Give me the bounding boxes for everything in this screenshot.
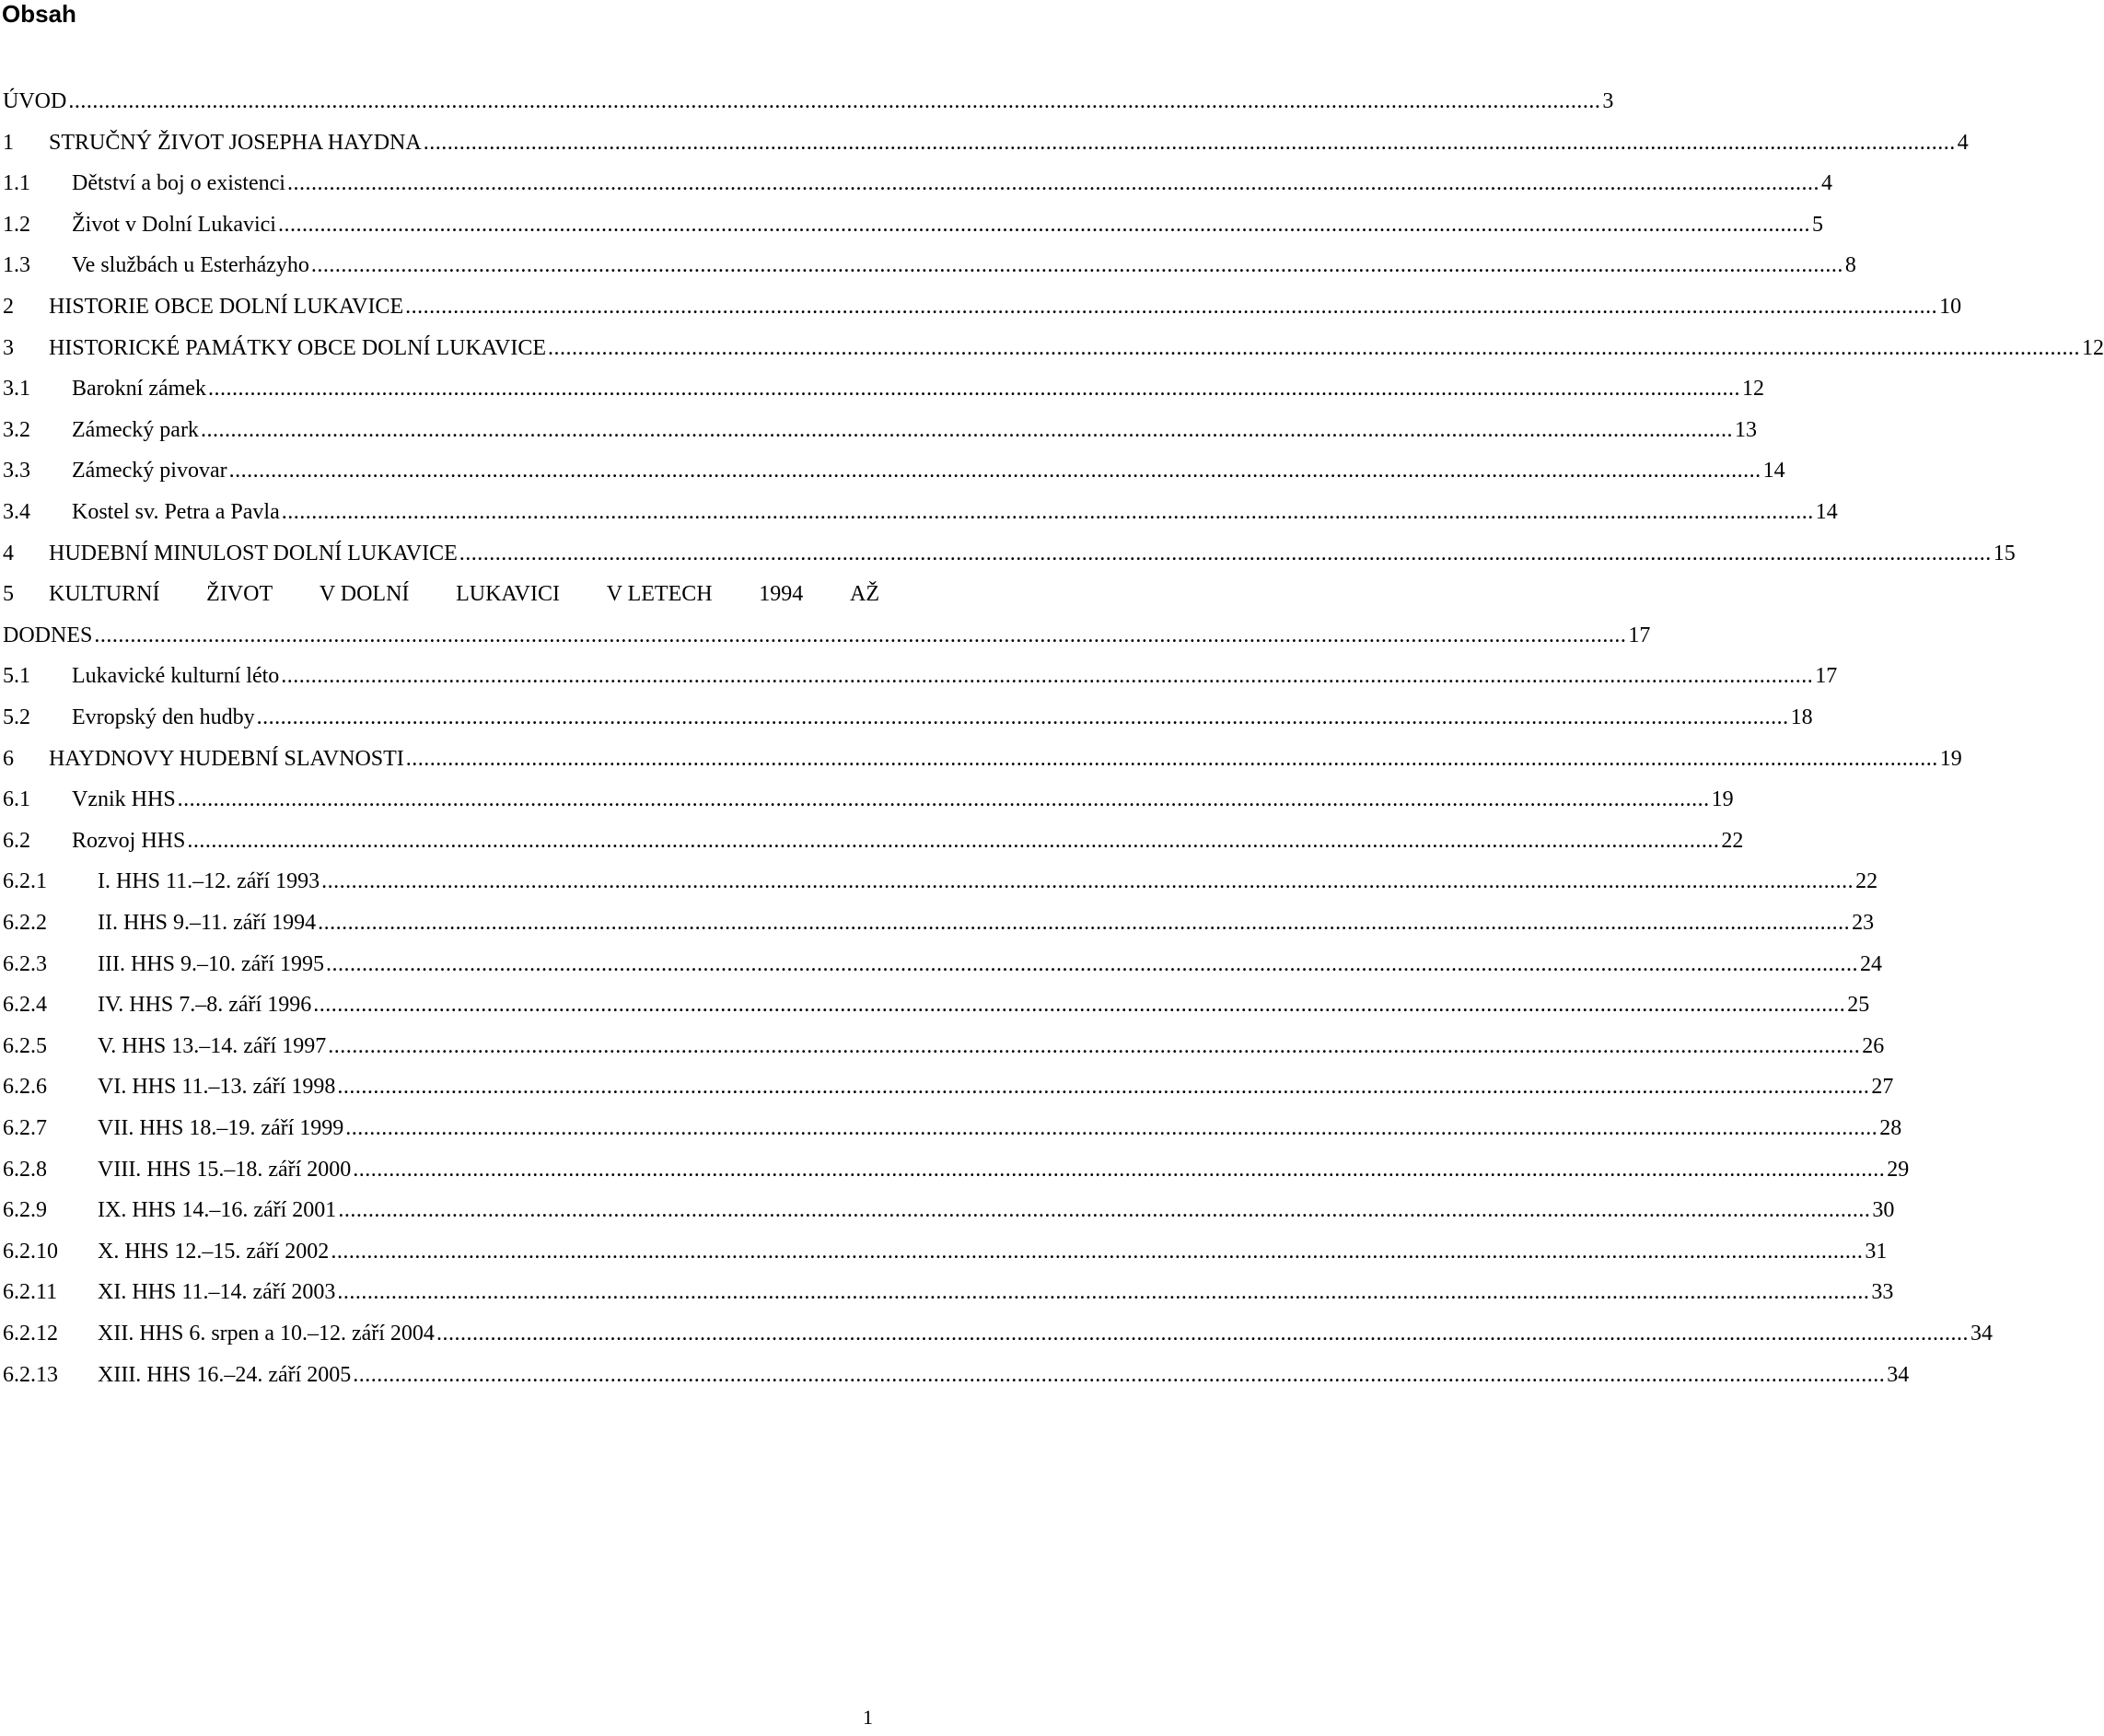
toc-entry-title: Dětství a boj o existenci [72,171,285,196]
toc-dot-leader [351,1157,1887,1183]
toc-entry-page: 17 [1815,664,1838,689]
toc-entry-title: Kostel sv. Petra a Pavla [72,500,280,524]
toc-entry-title: IX. HHS 14.–16. září 2001 [98,1198,337,1223]
toc-entry-page: 19 [1939,746,1962,771]
toc-entry[interactable] [3,1268,1894,1305]
toc-entry-title [49,581,879,607]
toc-entry-number: 5 [3,582,14,607]
toc-dot-leader [422,130,1958,156]
toc-entry[interactable] [3,77,1614,114]
toc-entry[interactable] [3,324,2104,361]
toc-entry-word: V LETECH [606,582,713,607]
page-title: Obsah [2,0,76,28]
toc-entry-title: Vznik HHS [72,787,176,812]
toc-entry-title: VIII. HHS 15.–18. září 2000 [98,1157,352,1182]
toc-entry[interactable] [3,652,1838,689]
toc-entry-title: VI. HHS 11.–13. září 1998 [98,1075,336,1100]
toc-entry-number: 6.2.11 [3,1280,58,1305]
toc-entry-page: 28 [1879,1116,1902,1140]
toc-entry-number: 6.1 [3,787,30,812]
toc-dot-leader [335,1279,1871,1305]
toc-entry-page: 13 [1734,417,1757,442]
toc-dot-leader [403,294,1939,320]
toc-entry-title: IV. HHS 7.–8. září 1996 [98,993,312,1018]
toc-entry-page: 4 [1957,130,1969,155]
toc-entry-page: 14 [1815,500,1838,524]
toc-entry[interactable] [3,365,1764,402]
toc-entry-page: 17 [1628,623,1651,647]
toc-entry[interactable] [3,1063,1894,1100]
toc-dot-leader [279,663,1815,689]
toc-entry-number: 6.2 [3,828,30,853]
toc-entry[interactable] [3,1351,1910,1388]
toc-entry-page: 12 [1741,377,1764,402]
toc-entry-page: 24 [1859,951,1882,976]
toc-entry-title: X. HHS 12.–15. září 2002 [98,1239,330,1264]
toc-dot-leader [320,868,1855,894]
table-of-contents [3,0,2104,1736]
toc-entry-page: 23 [1852,911,1875,935]
toc-entry-number: 6.2.13 [3,1362,58,1387]
toc-entry[interactable] [3,775,1734,812]
toc-entry[interactable] [3,981,1870,1018]
toc-entry[interactable] [3,119,1969,156]
toc-dot-leader [351,1362,1887,1388]
toc-entry-page: 22 [1721,828,1744,853]
toc-entry-word: KULTURNÍ [49,582,160,607]
toc-dot-leader [66,88,1602,114]
toc-entry-word: LUKAVICI [456,582,560,607]
toc-entry-page: 33 [1871,1280,1894,1305]
toc-entry-page: 34 [1970,1322,1993,1346]
toc-entry[interactable] [3,857,1878,894]
toc-entry-page: 14 [1762,459,1785,484]
toc-entry-number: 1.1 [3,171,30,196]
toc-entry[interactable] [3,1186,1895,1223]
toc-dot-leader [309,252,1845,278]
toc-entry[interactable] [3,1104,1902,1141]
toc-entry[interactable] [3,241,1856,278]
toc-entry-word: ŽIVOT [206,582,273,607]
toc-entry-page: 15 [1993,541,2016,565]
toc-entry-title: I. HHS 11.–12. září 1993 [98,869,320,894]
toc-entry-page: 30 [1872,1198,1895,1223]
toc-entry-title: Život v Dolní Lukavici [72,212,276,237]
toc-entry-number: 3.4 [3,500,30,524]
toc-entry-title-continued: DODNES [3,623,93,647]
toc-dot-leader [185,828,1721,854]
toc-entry-number: 6.2.2 [3,911,47,935]
toc-entry-page: 27 [1871,1075,1894,1100]
toc-entry-number: 6.2.6 [3,1075,47,1100]
toc-entry[interactable] [3,817,1744,854]
toc-entry[interactable] [3,1310,1993,1346]
toc-dot-leader [458,541,1994,566]
toc-entry-number: 3 [3,335,14,360]
toc-entry-continuation[interactable] [3,612,1651,648]
toc-entry[interactable] [3,899,1875,936]
toc-entry-number: 5.2 [3,705,30,729]
toc-entry-page: 18 [1790,705,1813,729]
toc-entry-title: VII. HHS 18.–19. září 1999 [98,1116,344,1140]
toc-entry[interactable] [3,530,2016,566]
toc-entry-title: HISTORICKÉ PAMÁTKY OBCE DOLNÍ LUKAVICE [49,335,547,360]
toc-entry-page: 10 [1939,295,1962,319]
toc-entry[interactable] [3,940,1882,977]
toc-entry[interactable] [3,735,1962,772]
toc-entry[interactable] [3,447,1785,484]
toc-entry[interactable] [3,406,1757,443]
toc-entry-page: 31 [1865,1239,1888,1264]
toc-dot-leader [280,499,1816,525]
toc-entry-title: HISTORIE OBCE DOLNÍ LUKAVICE [49,295,404,319]
toc-dot-leader [435,1321,1970,1346]
toc-entry-page: 19 [1711,787,1734,812]
toc-entry-number: 1.2 [3,212,30,237]
toc-entry-number: 6.2.9 [3,1198,47,1223]
toc-entry-title: Rozvoj HHS [72,828,186,853]
toc-entry-word: 1994 [759,582,804,607]
toc-entry[interactable] [3,1228,1888,1264]
toc-dot-leader [335,1074,1871,1100]
toc-entry-number: 6.2.1 [3,869,47,894]
toc-dot-leader [176,786,1712,812]
toc-entry-page: 22 [1855,869,1878,894]
toc-dot-leader [199,417,1735,443]
toc-entry-number: 6.2.3 [3,951,47,976]
toc-entry[interactable] [3,570,879,607]
toc-entry-title: XIII. HHS 16.–24. září 2005 [98,1362,352,1387]
toc-dot-leader [92,623,1628,648]
toc-entry-page: 4 [1820,171,1832,196]
toc-dot-leader [206,376,1742,402]
toc-entry-page: 8 [1844,253,1856,278]
toc-entry-page: 3 [1602,89,1614,113]
toc-entry-number: 6.2.4 [3,993,47,1018]
toc-dot-leader [227,458,1763,484]
toc-dot-leader [336,1197,1872,1223]
toc-entry-number: 3.1 [3,377,30,402]
toc-entry-number: 3.3 [3,459,30,484]
toc-entry-number: 6.2.5 [3,1033,47,1058]
toc-dot-leader [255,705,1791,730]
toc-entry-title: Evropský den hudby [72,705,255,729]
toc-entry-title: III. HHS 9.–10. září 1995 [98,951,324,976]
toc-entry-title: ÚVOD [3,89,67,113]
toc-entry-title: HAYDNOVY HUDEBNÍ SLAVNOSTI [49,746,404,771]
toc-entry-title: Barokní zámek [72,377,206,402]
toc-entry-title: Ve službách u Esterházyho [72,253,309,278]
toc-dot-leader [276,212,1812,238]
toc-entry-title: II. HHS 9.–11. září 1994 [98,911,317,935]
toc-dot-leader [329,1239,1865,1264]
toc-entry-title: Lukavické kulturní léto [72,664,280,689]
toc-entry-number: 6.2.10 [3,1239,58,1264]
toc-entry-number: 6.2.7 [3,1116,47,1140]
toc-entry-page: 34 [1887,1362,1910,1387]
toc-entry-number: 1.3 [3,253,30,278]
toc-entry-title: V. HHS 13.–14. září 1997 [98,1033,327,1058]
toc-entry-title: XII. HHS 6. srpen a 10.–12. září 2004 [98,1322,435,1346]
toc-entry[interactable] [3,693,1813,730]
toc-entry-title: Zámecký pivovar [72,459,227,484]
toc-entry[interactable] [3,1146,1910,1183]
toc-entry-page: 5 [1811,212,1823,237]
toc-entry-number: 2 [3,295,14,319]
toc-entry-word: V DOLNÍ [319,582,410,607]
toc-entry-title: HUDEBNÍ MINULOST DOLNÍ LUKAVICE [49,541,458,565]
toc-dot-leader [324,951,1860,977]
toc-entry[interactable] [3,1022,1885,1059]
toc-dot-leader [316,910,1852,936]
toc-entry-number: 6.2.8 [3,1157,47,1182]
toc-entry[interactable] [3,201,1823,238]
toc-entry-number: 1 [3,130,14,155]
toc-entry-number: 6 [3,746,14,771]
page-number: 1 [863,1706,873,1729]
toc-entry-title: XI. HHS 11.–14. září 2003 [98,1280,336,1305]
toc-dot-leader [285,170,1821,196]
toc-entry[interactable] [3,283,1962,320]
toc-entry-word: AŽ [849,582,879,607]
toc-entry-page: 25 [1847,993,1870,1018]
toc-entry-page: 12 [2082,335,2104,360]
toc-dot-leader [404,746,1940,772]
toc-entry[interactable] [3,488,1838,525]
toc-entry-page: 26 [1862,1033,1885,1058]
toc-entry[interactable] [3,159,1832,196]
toc-dot-leader [546,335,2082,361]
toc-entry-number: 4 [3,541,14,565]
toc-entry-page: 29 [1887,1157,1910,1182]
toc-entry-title: STRUČNÝ ŽIVOT JOSEPHA HAYDNA [49,130,422,155]
toc-dot-leader [326,1033,1862,1059]
toc-dot-leader [311,992,1847,1018]
toc-entry-title: Zámecký park [72,417,199,442]
toc-entry-number: 6.2.12 [3,1322,58,1346]
toc-dot-leader [343,1115,1879,1141]
toc-entry-number: 5.1 [3,664,30,689]
toc-entry-number: 3.2 [3,417,30,442]
